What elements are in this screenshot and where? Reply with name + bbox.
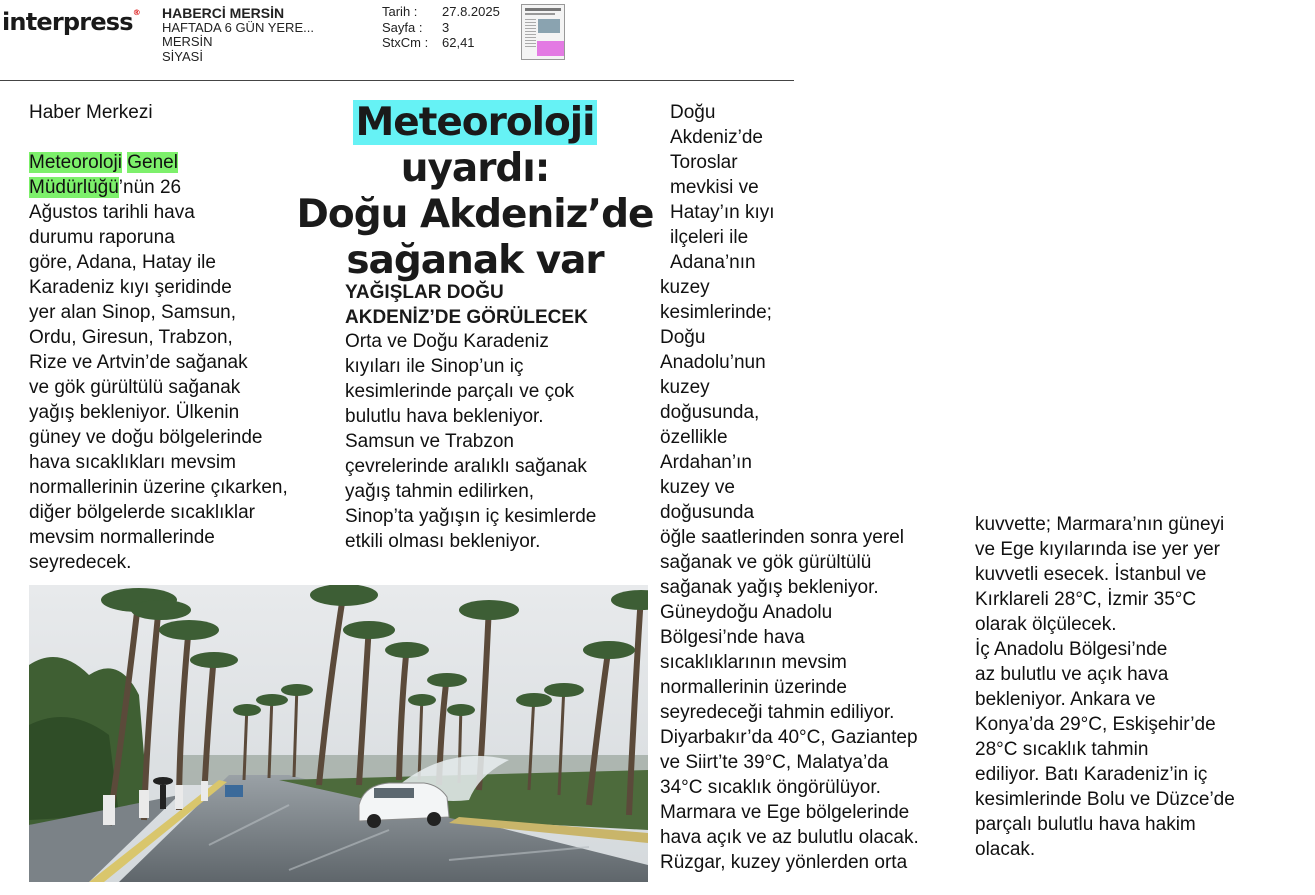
- interpress-logo: interpress®: [2, 8, 140, 36]
- column-3-line: özellikle: [660, 427, 728, 448]
- column-3-line: 34°C sıcaklık öngörülüyor.: [660, 777, 881, 798]
- column-1-line: seyredecek.: [29, 552, 132, 573]
- column-3-line: kuzey: [660, 277, 710, 298]
- column-4-line: ve Ege kıyılarında ise yer yer: [975, 539, 1220, 560]
- column-3-line: normallerinin üzerinde: [660, 677, 847, 698]
- highlight-term: Meteoroloji: [29, 152, 122, 173]
- column-3-line: Akdeniz’de: [670, 127, 763, 148]
- date-label: Tarih :: [382, 4, 418, 19]
- column-3-line: Diyarbakır’da 40°C, Gaziantep: [660, 727, 918, 748]
- column-2-line: yağış tahmin edilirken,: [345, 481, 535, 502]
- column-4-line: İç Anadolu Bölgesi’nde: [975, 639, 1168, 660]
- column-1-line: göre, Adana, Hatay ile: [29, 252, 216, 273]
- publication-category: SİYASİ: [162, 48, 203, 64]
- column-3-line: ilçeleri ile: [670, 227, 749, 248]
- column-3-line: sıcaklıklarının mevsim: [660, 652, 847, 673]
- column-4-line: kesimlerinde Bolu ve Düzce’de: [975, 789, 1235, 810]
- column-4: [975, 512, 1305, 862]
- column-2: [345, 329, 645, 554]
- column-3: [660, 275, 960, 875]
- page-label: Sayfa :: [382, 19, 423, 35]
- column-4-line: parçalı bulutlu hava hakim: [975, 814, 1196, 835]
- column-2-line: çevrelerinde aralıklı sağanak: [345, 456, 587, 477]
- header-divider: [0, 80, 794, 81]
- column-3-line: sağanak yağış bekleniyor.: [660, 577, 879, 598]
- headline-line-3: sağanak var: [346, 238, 604, 283]
- column-4-line: olarak ölçülecek.: [975, 614, 1117, 635]
- column-3-line: Hatay’ın kıyı: [670, 202, 775, 223]
- column-1-line: hava sıcaklıkları mevsim: [29, 452, 236, 473]
- column-1-line: mevsim normallerinde: [29, 527, 215, 548]
- column-3-line: Marmara ve Ege bölgelerinde: [660, 802, 910, 823]
- highlight-term: Müdürlüğü: [29, 177, 119, 198]
- publication-city: MERSİN: [162, 34, 213, 49]
- stxcm-row: [382, 35, 500, 51]
- column-1-line: Ağustos tarihli hava: [29, 202, 195, 223]
- column-3-line: doğusunda,: [660, 402, 760, 423]
- column-3-line: ve Siirt’te 39°C, Malatya’da: [660, 752, 889, 773]
- column-2-line: Samsun ve Trabzon: [345, 431, 514, 452]
- column-3-line: kuzey: [660, 377, 710, 398]
- headline-line-2: Doğu Akdeniz’de: [296, 192, 654, 237]
- publication-name: HABERCİ MERSİN: [162, 5, 285, 21]
- column-4-line: 28°C sıcaklık tahmin: [975, 739, 1149, 760]
- stxcm-label: StxCm :: [382, 35, 429, 50]
- publication-info: [162, 6, 314, 64]
- highlight-term: Genel: [127, 152, 178, 173]
- clipping-meta: [382, 4, 500, 51]
- column-3-top: [670, 100, 810, 275]
- column-4-line: bekleniyor. Ankara ve: [975, 689, 1156, 710]
- page-thumbnail[interactable]: [521, 4, 565, 60]
- column-3-line: Bölgesi’nde hava: [660, 627, 805, 648]
- column-1-line: Müdürlüğü’nün 26: [29, 177, 182, 198]
- news-photo: [29, 585, 648, 882]
- column-4-line: Konya’da 29°C, Eskişehir’de: [975, 714, 1216, 735]
- column-3-line: Toroslar: [670, 152, 738, 173]
- column-3-line: Doğu: [670, 102, 716, 123]
- headline-line-1: [290, 100, 660, 192]
- column-1-line: güney ve doğu bölgelerinde: [29, 427, 263, 448]
- column-1-line: yağış bekleniyor. Ülkenin: [29, 402, 240, 423]
- column-1-line: normallerinin üzerine çıkarken,: [29, 477, 288, 498]
- column-4-line: az bulutlu ve açık hava: [975, 664, 1169, 685]
- column-4-line: olacak.: [975, 839, 1036, 860]
- date-row: [382, 4, 500, 20]
- headline-rest: uyardı:: [400, 146, 550, 191]
- column-1-line: durumu raporuna: [29, 227, 175, 248]
- date-value: 27.8.2025: [442, 4, 500, 19]
- column-2-line: kıyıları ile Sinop’un iç: [345, 356, 524, 377]
- column-1-line: Ordu, Giresun, Trabzon,: [29, 327, 233, 348]
- column-3-line: kesimlerinde;: [660, 302, 772, 323]
- column-4-line: ediliyor. Batı Karadeniz’in iç: [975, 764, 1208, 785]
- column-2-line: kesimlerinde parçalı ve çok: [345, 381, 575, 402]
- column-3-line: kuzey ve: [660, 477, 735, 498]
- column-3-line: mevkisi ve: [670, 177, 759, 198]
- column-1-line: Karadeniz kıyı şeridinde: [29, 277, 232, 298]
- publication-frequency: HAFTADA 6 GÜN YERE...: [162, 19, 314, 35]
- column-4-line: kuvvetli esecek. İstanbul ve: [975, 564, 1207, 585]
- column-2-line: Orta ve Doğu Karadeniz: [345, 331, 549, 352]
- column-2-line: bulutlu hava bekleniyor.: [345, 406, 544, 427]
- column-3-line: Anadolu’nun: [660, 352, 766, 373]
- page-value: 3: [442, 19, 450, 35]
- column-3-line: sağanak ve gök gürültülü: [660, 552, 872, 573]
- column-4-line: kuvvette; Marmara’nın güneyi: [975, 514, 1225, 535]
- column-3-line: Ardahan’ın: [660, 452, 752, 473]
- stxcm-value: 62,41: [442, 35, 475, 50]
- column-2-line: Sinop’ta yağışın iç kesimlerde: [345, 506, 597, 527]
- column-3-line: hava açık ve az bulutlu olacak.: [660, 827, 919, 848]
- column-1: [29, 150, 329, 575]
- column-3-line: doğusunda: [660, 502, 755, 523]
- subheading-line: AKDENİZ’DE GÖRÜLECEK: [345, 307, 588, 328]
- column-3-line: öğle saatlerinden sonra yerel: [660, 527, 904, 548]
- column-4-line: Kırklareli 28°C, İzmir 35°C: [975, 589, 1197, 610]
- headline-highlight: Meteoroloji: [355, 100, 595, 145]
- headline: [290, 100, 660, 284]
- column-1-line: ve gök gürültülü sağanak: [29, 377, 241, 398]
- column-3-line: seyredeceği tahmin ediliyor.: [660, 702, 895, 723]
- rainy-street-photo: [29, 585, 648, 882]
- column-1-line: yer alan Sinop, Samsun,: [29, 302, 237, 323]
- page-row: [382, 20, 500, 36]
- column-3-line: Güneydoğu Anadolu: [660, 602, 833, 623]
- subheading-line: YAĞIŞLAR DOĞU: [345, 282, 504, 303]
- column-1-line: diğer bölgelerde sıcaklıklar: [29, 502, 256, 523]
- column-1-line: Rize ve Artvin’de sağanak: [29, 352, 248, 373]
- column-3-line: Doğu: [660, 327, 706, 348]
- column-3-line: Adana’nın: [670, 252, 756, 273]
- column-3-line: Rüzgar, kuzey yönlerden orta: [660, 852, 908, 873]
- column-1-line: [29, 150, 329, 175]
- subheading: [345, 280, 645, 330]
- column-2-line: etkili olması bekleniyor.: [345, 531, 541, 552]
- byline: Haber Merkezi: [29, 102, 153, 123]
